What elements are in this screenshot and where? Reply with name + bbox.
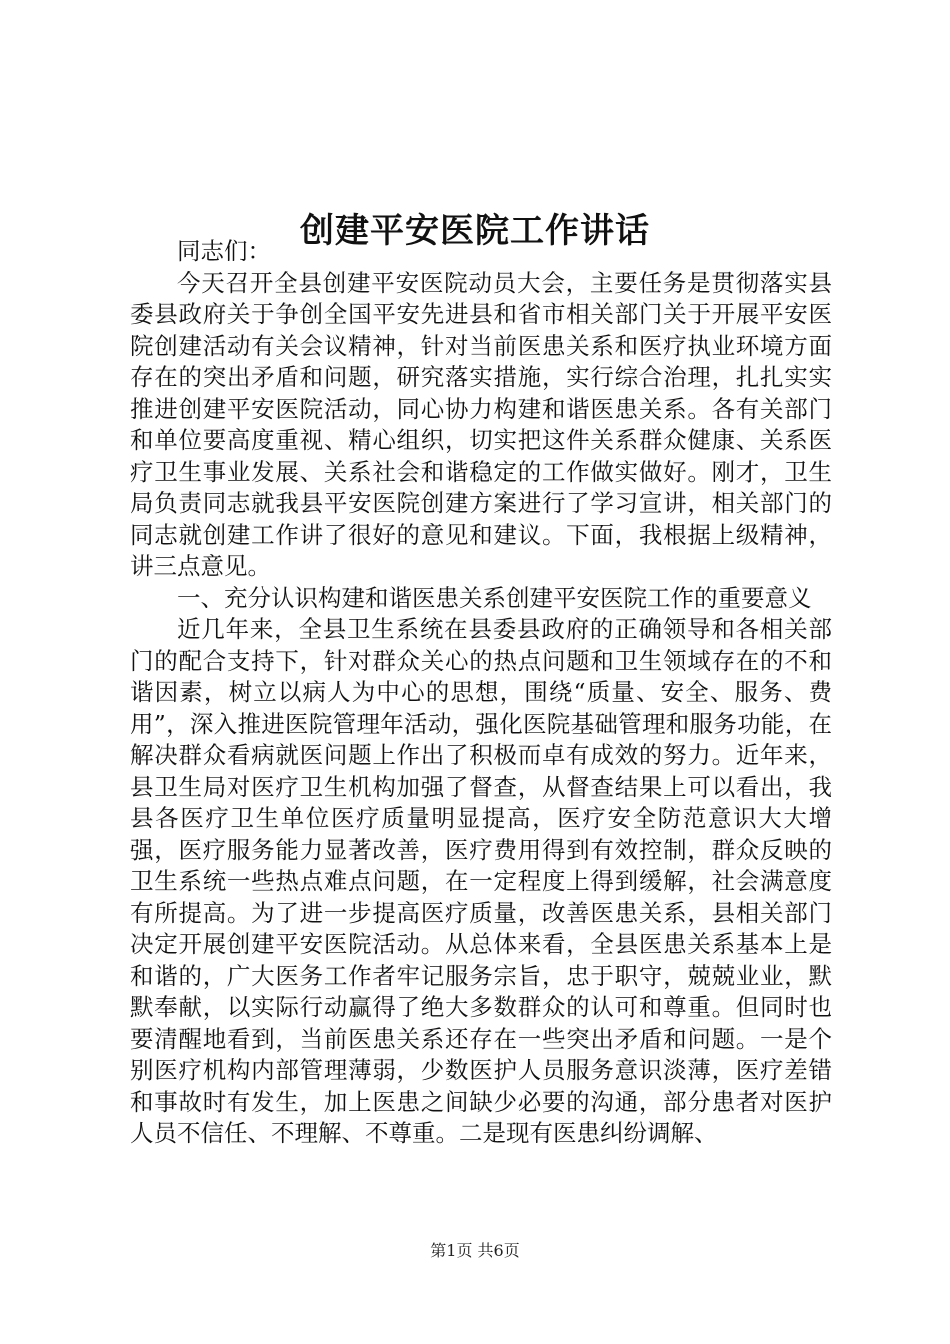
salutation-paragraph: 同志们： (177, 237, 271, 265)
body-paragraph: 今天召开全县创建平安医院动员大会，主要任务是贯彻落实县委县政府关于争创全国平安先进县和省市相关部门关于开展平安医院创建活动有关会议精神，针对当前医患关系和医疗执业环境方面存在的突出矛盾和问题，研究落实措施，实行综合治理，扎扎实实推进创建平安医院活动，同心协力构建和谐医患关系。各有关部门和单位要高度重视、精心组织，切实把这件关系群众健康、关系医疗卫生事业发展、关系社会和谐稳定的工作做实做好。刚才，卫生局负责同志就我县平安医院创建方案进行了学习宣讲，相关部门的同志就创建工作讲了很好的意见和建议。下面，我根据上级精神，讲三点意见。 (130, 268, 832, 580)
document-body (130, 236, 832, 1150)
section-heading: 一、充分认识构建和谐医患关系创建平安医院工作的重要意义 (177, 583, 812, 612)
body-paragraph: 近几年来，全县卫生系统在县委县政府的正确领导和各相关部门的配合支持下，针对群众关心的热点问题和卫生领域存在的不和谐因素，树立以病人为中心的思想，围绕“质量、安全、服务、费用”，深入推进医院管理年活动，强化医院基础管理和服务功能，在解决群众看病就医问题上作出了积极而卓有成效的努力。近年来，县卫生局对医疗卫生机构加强了督查，从督查结果上可以看出，我县各医疗卫生单位医疗质量明显提高，医疗安全防范意识大大增强，医疗服务能力显著改善，医疗费用得到有效控制，群众反映的卫生系统一些热点难点问题，在一定程度上得到缓解，社会满意度有所提高。为了进一步提高医疗质量，改善医患关系，县相关部门决定开展创建平安医院活动。从总体来看，全县医患关系基本上是和谐的，广大医务工作者牢记服务宗旨，忠于职守，兢兢业业，默默奉献，以实际行动赢得了绝大多数群众的认可和尊重。但同时也要清醒地看到，当前医患关系还存在一些突出矛盾和问题。一是个别医疗机构内部管理薄弱，少数医护人员服务意识淡薄，医疗差错和事故时有发生，加上医患之间缺少必要的沟通，部分患者对医护人员不信任、不理解、不尊重。二是现有医患纠纷调解、 (130, 615, 832, 1147)
page-number-footer: 第1页 共6页 (430, 1241, 520, 1260)
document-title: 创建平安医院工作讲话 (300, 210, 650, 251)
